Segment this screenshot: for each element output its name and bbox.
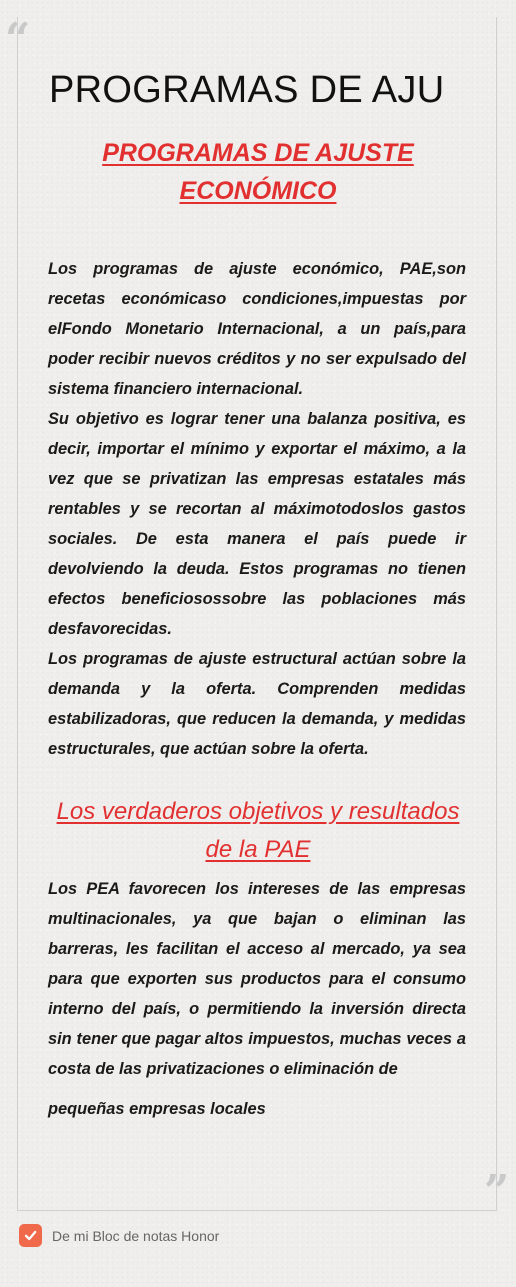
sub-heading: Los verdaderos objetivos y resultados de la PAE [56,798,460,863]
body-paragraph: Su objetivo es lograr tener una balanza positiva, es decir, importar el mínimo y exportar el máximo, a la vez que se privatizan las empresas estatales más rentables y se recortan al máximotodoslos gastos sociales. De esta manera el país puede ir devolviendo la deuda. Estos programas no tienen efectos beneficiosossobre las poblaciones más desfavorecidas. [48,410,466,638]
note-title: PROGRAMAS DE AJU [49,69,445,111]
body-paragraph: Los PEA favorecen los intereses de las empresas multinacionales, ya que bajan o eliminan las barreras, les facilitan el acceso al mercado, ya sea para que exporten sus productos para el consumo interno del país, o permitiendo la inversión directa sin tener que pagar altos impuestos, muchas veces a costa de las privatizaciones o eliminación de [48,880,466,1078]
app-attribution [19,1224,219,1247]
notepad-check-icon [19,1224,42,1247]
open-quote-icon: “ [5,14,31,65]
close-quote-icon: ” [484,1166,510,1217]
note-body-section-1 [48,254,466,764]
attribution-text: De mi Bloc de notas Honor [52,1227,220,1244]
body-paragraph-last-line: pequeñas empresas locales [48,1100,266,1118]
body-paragraph: Los programas de ajuste económico, PAE,son recetas económicaso condiciones,impuestas por elFondo Monetario Internacional, a un país,para poder recibir nuevos créditos y no ser expulsado del sistema financiero internacional. [48,260,466,398]
note-body-section-2 [48,874,466,1124]
main-heading: PROGRAMAS DE AJUSTE ECONÓMICO [102,139,414,205]
body-paragraph: Los programas de ajuste estructural actúan sobre la demanda y la oferta. Comprenden medidas estabilizadoras, que reducen la demanda, y medidas estructurales, que actúan sobre la oferta. [48,650,466,758]
